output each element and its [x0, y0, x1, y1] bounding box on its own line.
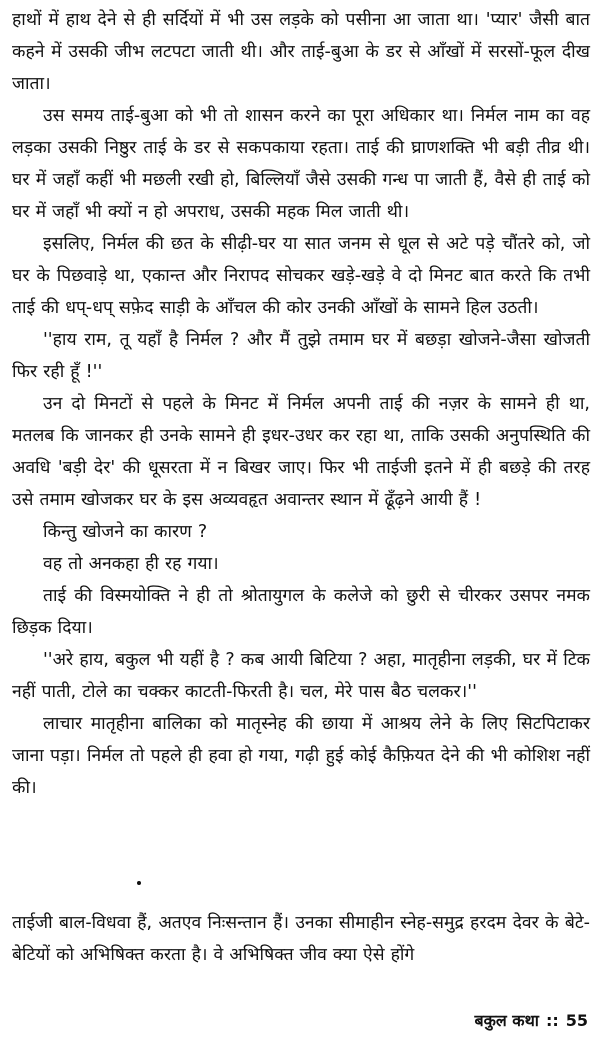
page-footer: [474, 1009, 588, 1033]
paragraph-4: उन दो मिनटों से पहले के मिनट में निर्मल अपनी ताई की नज़र के सामने ही था, मतलब कि जानकर ही उनके सामने ही इधर-उधर कर रहा था, ताकि उसकी अनुपस्थिति की अवधि 'बड़ी देर' की धूसरता में न बिखर जाए। फिर भी ताईजी इतने में ही बछड़े की तरह उसे तमाम खोजकर घर के इस अव्यवहृत अवान्तर स्थान में ढूँढ़ने आयी हैं !: [12, 394, 590, 510]
book-title: बकुल कथा: [474, 1011, 539, 1030]
paragraph-3: इसलिए, निर्मल की छत के सीढ़ी-घर या सात जनम से धूल से अटे पड़े चौंतरे को, जो घर के पिछवाड़े था, एकान्त और निरापद सोचकर खड़े-खड़े वे दो मिनट बात करते कि तभी ताई की धप्-धप् सफ़ेद साड़ी के आँचल की कोर उनकी आँखों के सामने हिल उठती।: [12, 234, 590, 318]
paragraph-1: हाथों में हाथ देने से ही सर्दियों में भी उस लड़के को पसीना आ जाता था। 'प्यार' जैसी बात कहने में उसकी जीभ लटपटा जाती थी। और ताई-बुआ के डर से आँखों में सरसों-फूल दीख जाता।: [12, 10, 590, 94]
section-paragraph: ताईजी बाल-विधवा हैं, अतएव निःसन्तान हैं। उनका सीमाहीन स्नेह-समुद्र हरदम देवर के बेटे-बेटियों को अभिषिक्त करता है। वे अभिषिक्त जीव क्या ऐसे होंगे: [12, 913, 590, 965]
paragraph-5: किन्तु खोजने का कारण ?: [43, 522, 208, 542]
next-section: [12, 907, 590, 971]
dialogue-quote-1: ''हाय राम, तू यहाँ है निर्मल ? और मैं तुझे तमाम घर में बछड़ा खोजने-जैसा खोजती फिर रही हूँ !'': [12, 330, 590, 382]
page-number: 55: [565, 1011, 588, 1030]
section-break: [0, 860, 600, 900]
section-break-dot: [137, 881, 141, 885]
footer-separator: ::: [545, 1011, 559, 1030]
paragraph-8: लाचार मातृहीना बालिका को मातृस्नेह की छाया में आश्रय लेने के लिए सिटपिटाकर जाना पड़ा। निर्मल तो पहले ही हवा हो गया, गढ़ी हुई कोई कैफ़ियत देने की भी कोशिश नहीं की।: [12, 714, 590, 798]
paragraph-6: वह तो अनकहा ही रह गया।: [43, 554, 219, 574]
paragraph-2: उस समय ताई-बुआ को भी तो शासन करने का पूरा अधिकार था। निर्मल नाम का वह लड़का उसकी निष्ठुर ताई के डर से सकपकाया रहता। ताई की घ्राणशक्ति भी बड़ी तीव्र थी। घर में जहाँ कहीं भी मछली रखी हो, बिल्लियाँ जैसे उसकी गन्ध पा जाती हैं, वैसे ही ताई को घर में जहाँ भी क्यों न हो अपराध, उसकी महक मिल जाती थी।: [12, 106, 590, 222]
dialogue-quote-2: ''अरे हाय, बकुल भी यहीं है ? कब आयी बिटिया ? अहा, मातृहीना लड़की, घर में टिक नहीं पाती, टोले का चक्कर काटती-फिरती है। चल, मेरे पास बैठ चलकर।'': [12, 650, 590, 702]
paragraph-7: ताई की विस्मयोक्ति ने ही तो श्रोतायुगल के कलेजे को छुरी से चीरकर उसपर नमक छिड़क दिया।: [12, 586, 590, 638]
